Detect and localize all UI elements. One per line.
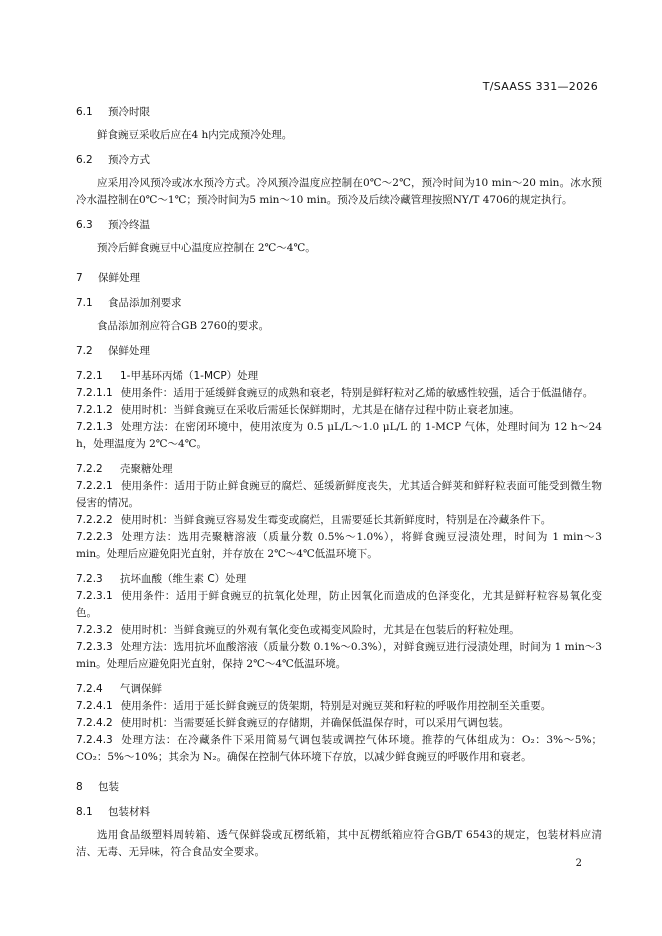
section-title: 预冷终温	[108, 219, 150, 231]
section-heading	[76, 295, 602, 312]
clause-item	[76, 385, 602, 402]
clause-item	[76, 419, 602, 453]
section-heading	[76, 270, 602, 287]
paragraph: 预冷后鲜食豌豆中心温度应控制在 2℃～4℃。	[97, 242, 316, 254]
section-number: 6.1	[76, 106, 93, 118]
section-number: 6.3	[76, 219, 93, 231]
section-heading	[76, 152, 602, 169]
clause-item	[76, 715, 602, 732]
clause-text: 使用条件：适用于延缓鲜食豌豆的成熟和衰老，特别是鲜籽粒对乙烯的敏感性较强，适合于低温储存。	[120, 387, 594, 399]
clause-number: 7.2.4.2	[76, 717, 113, 729]
clause-number: 7.2.2.2	[76, 514, 113, 526]
standard-code: T/SAASS 331—2026	[482, 80, 598, 93]
clause-number: 7.2.2.1	[76, 480, 113, 492]
section-heading	[76, 217, 602, 234]
clause-number: 7.2.1.1	[76, 387, 113, 399]
clause-number: 7.2.3.1	[76, 590, 113, 602]
clause-text: 使用条件：适用于防止鲜食豌豆的腐烂、延缓新鲜度丧失，尤其适合鲜荚和鲜籽粒表面可能受到微生物侵害的情况。	[76, 480, 602, 509]
clause-text: 处理方法：在密闭环境中，使用浓度为 0.5 μL/L～1.0 μL/L 的 1-MCP 气体，处理时间为 12 h～24 h，处理温度为 2℃～4℃。	[76, 421, 602, 450]
clause-item	[76, 478, 602, 512]
section-number: 7.2.1	[76, 370, 103, 382]
section-title: 包装	[98, 781, 119, 793]
clause-item	[76, 698, 602, 715]
section-title: 包装材料	[108, 806, 150, 818]
paragraph: 食品添加剂应符合GB 2760的要求。	[97, 320, 270, 332]
clause-text: 使用时机：当鲜食豌豆容易发生霉变或腐烂，且需要延长其新鲜度时，特别是在冷藏条件下。	[120, 514, 552, 526]
clause-number: 7.2.4.3	[76, 734, 113, 746]
clause-item	[76, 512, 602, 529]
clause-item	[76, 529, 602, 563]
paragraph: 鲜食豌豆采收后应在4 h内完成预冷处理。	[97, 129, 293, 141]
clause-text: 使用时机：当鲜食豌豆在采收后需延长保鲜期时，尤其是在储存过程中防止衰老加速。	[120, 404, 520, 416]
clause-text: 处理方法：选用壳聚糖溶液（质量分数 0.5%～1.0%），将鲜食豌豆浸渍处理，时间为 1 min～3 min。处理后应避免阳光直射，并存放在 2℃～4℃低温环境下。	[76, 531, 602, 560]
clause-text: 处理方法：在冷藏条件下采用简易气调包装或调控气体环境。推荐的气体组成为：O₂：3%～5%；CO₂：5%～10%；其余为 N₂。确保在控制气体环境下存放，以减少鲜食豌豆的呼吸作用和衰老。	[76, 734, 602, 763]
section-heading	[76, 104, 602, 121]
section-number: 8	[76, 781, 83, 793]
clause-text: 使用条件：适用于延长鲜食豌豆的货架期，特别是对豌豆荚和籽粒的呼吸作用控制至关重要。	[120, 700, 552, 712]
paragraph: 选用食品级塑料周转箱、透气保鲜袋或瓦楞纸箱，其中瓦楞纸箱应符合GB/T 6543的规定，包装材料应清洁、无毒、无异味，符合食品安全要求。	[76, 829, 602, 858]
clause-item	[76, 622, 602, 639]
clause-item	[76, 402, 602, 419]
clause-text: 使用条件：适用于鲜食豌豆的抗氧化处理，防止因氧化而造成的色泽变化，尤其是鲜籽粒容易氧化变色。	[76, 590, 602, 619]
section-title: 1-甲基环丙烯（1-MCP）处理	[120, 370, 259, 382]
section-title: 壳聚糖处理	[120, 463, 173, 475]
section-heading	[76, 779, 602, 796]
section-title: 保鲜处理	[98, 272, 140, 284]
section-number: 7.1	[76, 297, 93, 309]
clause-text: 使用时机：当鲜食豌豆的外观有氧化变色或褐变风险时，尤其是在包装后的籽粒处理。	[120, 624, 520, 636]
paragraph: 应采用冷风预冷或冰水预冷方式。冷风预冷温度应控制在0℃～2℃，预冷时间为10 min～20 min。冰水预冷水温控制在0℃～1℃；预冷时间为5 min～10 min。预冷及后续冷藏管理按照NY/T 4706的规定执行。	[76, 177, 602, 206]
clause-number: 7.2.1.2	[76, 404, 113, 416]
section-number: 8.1	[76, 806, 93, 818]
section-title: 预冷方式	[108, 154, 150, 166]
section-title: 抗坏血酸（维生素 C）处理	[120, 573, 247, 585]
section-number: 7.2.4	[76, 683, 103, 695]
clause-text: 处理方法：选用抗坏血酸溶液（质量分数 0.1%～0.3%），对鲜食豌豆进行浸渍处理，时间为 1 min～3 min。处理后应避免阳光直射，保持 2℃～4℃低温环境。	[76, 641, 602, 670]
page-number: 2	[575, 858, 582, 869]
section-heading	[76, 681, 602, 698]
clause-number: 7.2.4.1	[76, 700, 113, 712]
section-heading	[76, 343, 602, 360]
section-heading	[76, 368, 602, 385]
section-heading	[76, 804, 602, 821]
section-number: 7.2	[76, 345, 93, 357]
document-body	[76, 104, 602, 861]
clause-text: 使用时机：当需要延长鲜食豌豆的存储期，并确保低温保存时，可以采用气调包装。	[120, 717, 510, 729]
section-title: 食品添加剂要求	[108, 297, 182, 309]
section-number: 7.2.3	[76, 573, 103, 585]
section-title: 气调保鲜	[120, 683, 162, 695]
section-number: 6.2	[76, 154, 93, 166]
section-heading	[76, 571, 602, 588]
clause-item	[76, 732, 602, 766]
clause-item	[76, 588, 602, 622]
section-number: 7	[76, 272, 83, 284]
clause-number: 7.2.2.3	[76, 531, 113, 543]
clause-number: 7.2.3.2	[76, 624, 113, 636]
section-heading	[76, 461, 602, 478]
section-title: 保鲜处理	[108, 345, 150, 357]
section-title: 预冷时限	[108, 106, 150, 118]
clause-number: 7.2.3.3	[76, 641, 113, 653]
section-number: 7.2.2	[76, 463, 103, 475]
clause-number: 7.2.1.3	[76, 421, 113, 433]
clause-item	[76, 639, 602, 673]
